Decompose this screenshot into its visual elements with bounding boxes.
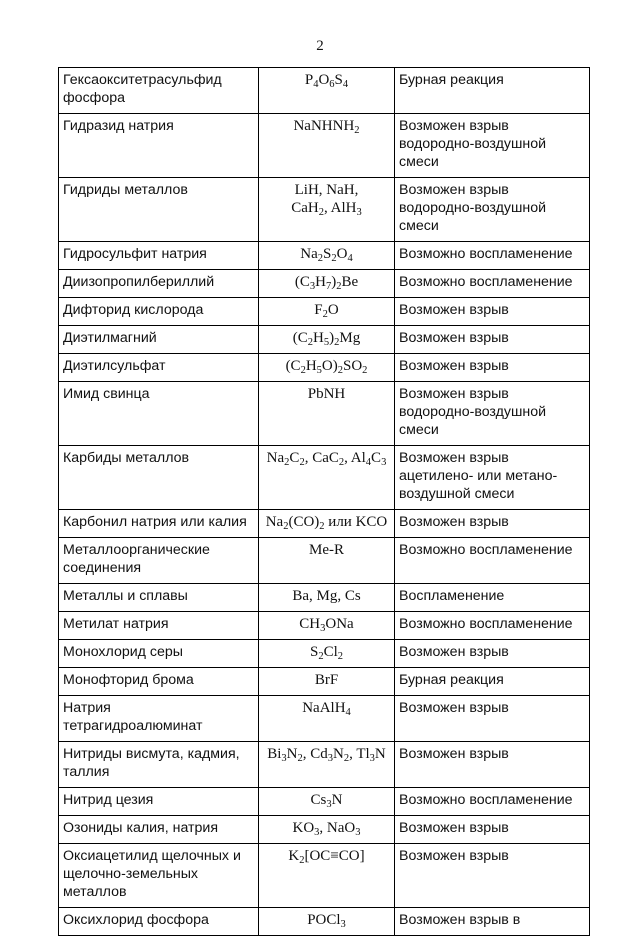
table-row <box>59 114 590 178</box>
reaction-result: Возможно воспламенение <box>395 270 590 298</box>
substance-name: Гексаокситетрасульфид фосфора <box>59 68 259 114</box>
table-row <box>59 640 590 668</box>
substance-name: Нитриды висмута, кадмия, таллия <box>59 742 259 788</box>
reaction-result: Воспламенение <box>395 584 590 612</box>
reaction-result: Возможен взрыв <box>395 510 590 538</box>
table-row <box>59 788 590 816</box>
table-row <box>59 908 590 936</box>
substance-name: Диэтилмагний <box>59 326 259 354</box>
table-row <box>59 668 590 696</box>
table-row <box>59 612 590 640</box>
table-row <box>59 538 590 584</box>
substance-name: Оксиацетилид щелочных и щелочно-земельных металлов <box>59 844 259 908</box>
substance-name: Оксихлорид фосфора <box>59 908 259 936</box>
substance-name: Натрия тетрагидроалюминат <box>59 696 259 742</box>
hazard-table <box>58 67 590 936</box>
substance-name: Карбонил натрия или калия <box>59 510 259 538</box>
chemical-formula: NaNHNH$_2$ <box>259 114 395 178</box>
reaction-result: Возможен взрыв <box>395 816 590 844</box>
reaction-result: Возможно воспламенение <box>395 612 590 640</box>
reaction-result: Возможен взрыв ацетилено- или метано-воздушной смеси <box>395 446 590 510</box>
table-body <box>59 68 590 936</box>
substance-name: Металлоорганические соединения <box>59 538 259 584</box>
chemical-formula: $CH_3ONa$ <box>259 612 395 640</box>
reaction-result: Возможен взрыв водородно-воздушной смеси <box>395 382 590 446</box>
reaction-result: Возможно воспламенение <box>395 788 590 816</box>
chemical-formula: NaAlH$_4$ <box>259 696 395 742</box>
substance-name: Гидриды металлов <box>59 178 259 242</box>
table-row <box>59 298 590 326</box>
substance-name: Металлы и сплавы <box>59 584 259 612</box>
chemical-formula: $(C_2H_5)_2Mg$ <box>259 326 395 354</box>
table-row <box>59 242 590 270</box>
substance-name: Имид свинца <box>59 382 259 446</box>
chemical-formula: $P_4O_6S_4$ <box>259 68 395 114</box>
substance-name: Карбиды металлов <box>59 446 259 510</box>
reaction-result: Возможно воспламенение <box>395 242 590 270</box>
table-row <box>59 510 590 538</box>
chemical-formula: $Na_2C_2$, CaC$_2$, $Al_4C_3$ <box>259 446 395 510</box>
substance-name: Гидразид натрия <box>59 114 259 178</box>
substance-name: Диизопропилбериллий <box>59 270 259 298</box>
substance-name: Монохлорид серы <box>59 640 259 668</box>
chemical-formula: $Na_2(CO)_2$ или KCO <box>259 510 395 538</box>
table-row <box>59 382 590 446</box>
table-row <box>59 816 590 844</box>
table-row <box>59 354 590 382</box>
chemical-formula: $F_2O$ <box>259 298 395 326</box>
chemical-formula: Ba, Mg, Cs <box>259 584 395 612</box>
substance-name: Метилат натрия <box>59 612 259 640</box>
chemical-formula: $K_2[OC\equiv CO]$ <box>259 844 395 908</box>
chemical-formula: $Na_2S_2O_4$ <box>259 242 395 270</box>
table-row <box>59 446 590 510</box>
reaction-result: Бурная реакция <box>395 68 590 114</box>
table-row <box>59 844 590 908</box>
reaction-result: Возможен взрыв <box>395 640 590 668</box>
chemical-formula: POCl$_3$ <box>259 908 395 936</box>
table-row <box>59 178 590 242</box>
table-row <box>59 696 590 742</box>
reaction-result: Возможен взрыв <box>395 298 590 326</box>
substance-name: Озониды калия, натрия <box>59 816 259 844</box>
reaction-result: Бурная реакция <box>395 668 590 696</box>
table-row <box>59 742 590 788</box>
chemical-formula: Me-R <box>259 538 395 584</box>
chemical-formula: BrF <box>259 668 395 696</box>
table-row <box>59 270 590 298</box>
reaction-result: Возможен взрыв <box>395 354 590 382</box>
reaction-result: Возможен взрыв водородно-воздушной смеси <box>395 114 590 178</box>
chemical-formula: $KO_3$, NaO$_3$ <box>259 816 395 844</box>
chemical-formula: $Bi_3N_2$, $Cd_3N_2$, $Tl_3N$ <box>259 742 395 788</box>
reaction-result: Возможен взрыв <box>395 844 590 908</box>
chemical-formula: LiH, NaH, CaH$_2$, AlH$_3$ <box>259 178 395 242</box>
chemical-formula: $S_2Cl_2$ <box>259 640 395 668</box>
reaction-result: Возможен взрыв водородно-воздушной смеси <box>395 178 590 242</box>
substance-name: Диэтилсульфат <box>59 354 259 382</box>
reaction-result: Возможен взрыв <box>395 696 590 742</box>
reaction-result: Возможен взрыв <box>395 742 590 788</box>
table-row <box>59 584 590 612</box>
reaction-result: Возможен взрыв в <box>395 908 590 936</box>
table-row <box>59 68 590 114</box>
reaction-result: Возможно воспламенение <box>395 538 590 584</box>
chemical-formula: $(C_3H_7)_2Be$ <box>259 270 395 298</box>
page-number: 2 <box>316 38 324 54</box>
substance-name: Монофторид брома <box>59 668 259 696</box>
substance-name: Дифторид кислорода <box>59 298 259 326</box>
substance-name: Нитрид цезия <box>59 788 259 816</box>
reaction-result: Возможен взрыв <box>395 326 590 354</box>
chemical-formula: $(C_2H_5O)_2SO_2$ <box>259 354 395 382</box>
chemical-formula: $Cs_3N$ <box>259 788 395 816</box>
chemical-formula: PbNH <box>259 382 395 446</box>
substance-name: Гидросульфит натрия <box>59 242 259 270</box>
table-row <box>59 326 590 354</box>
